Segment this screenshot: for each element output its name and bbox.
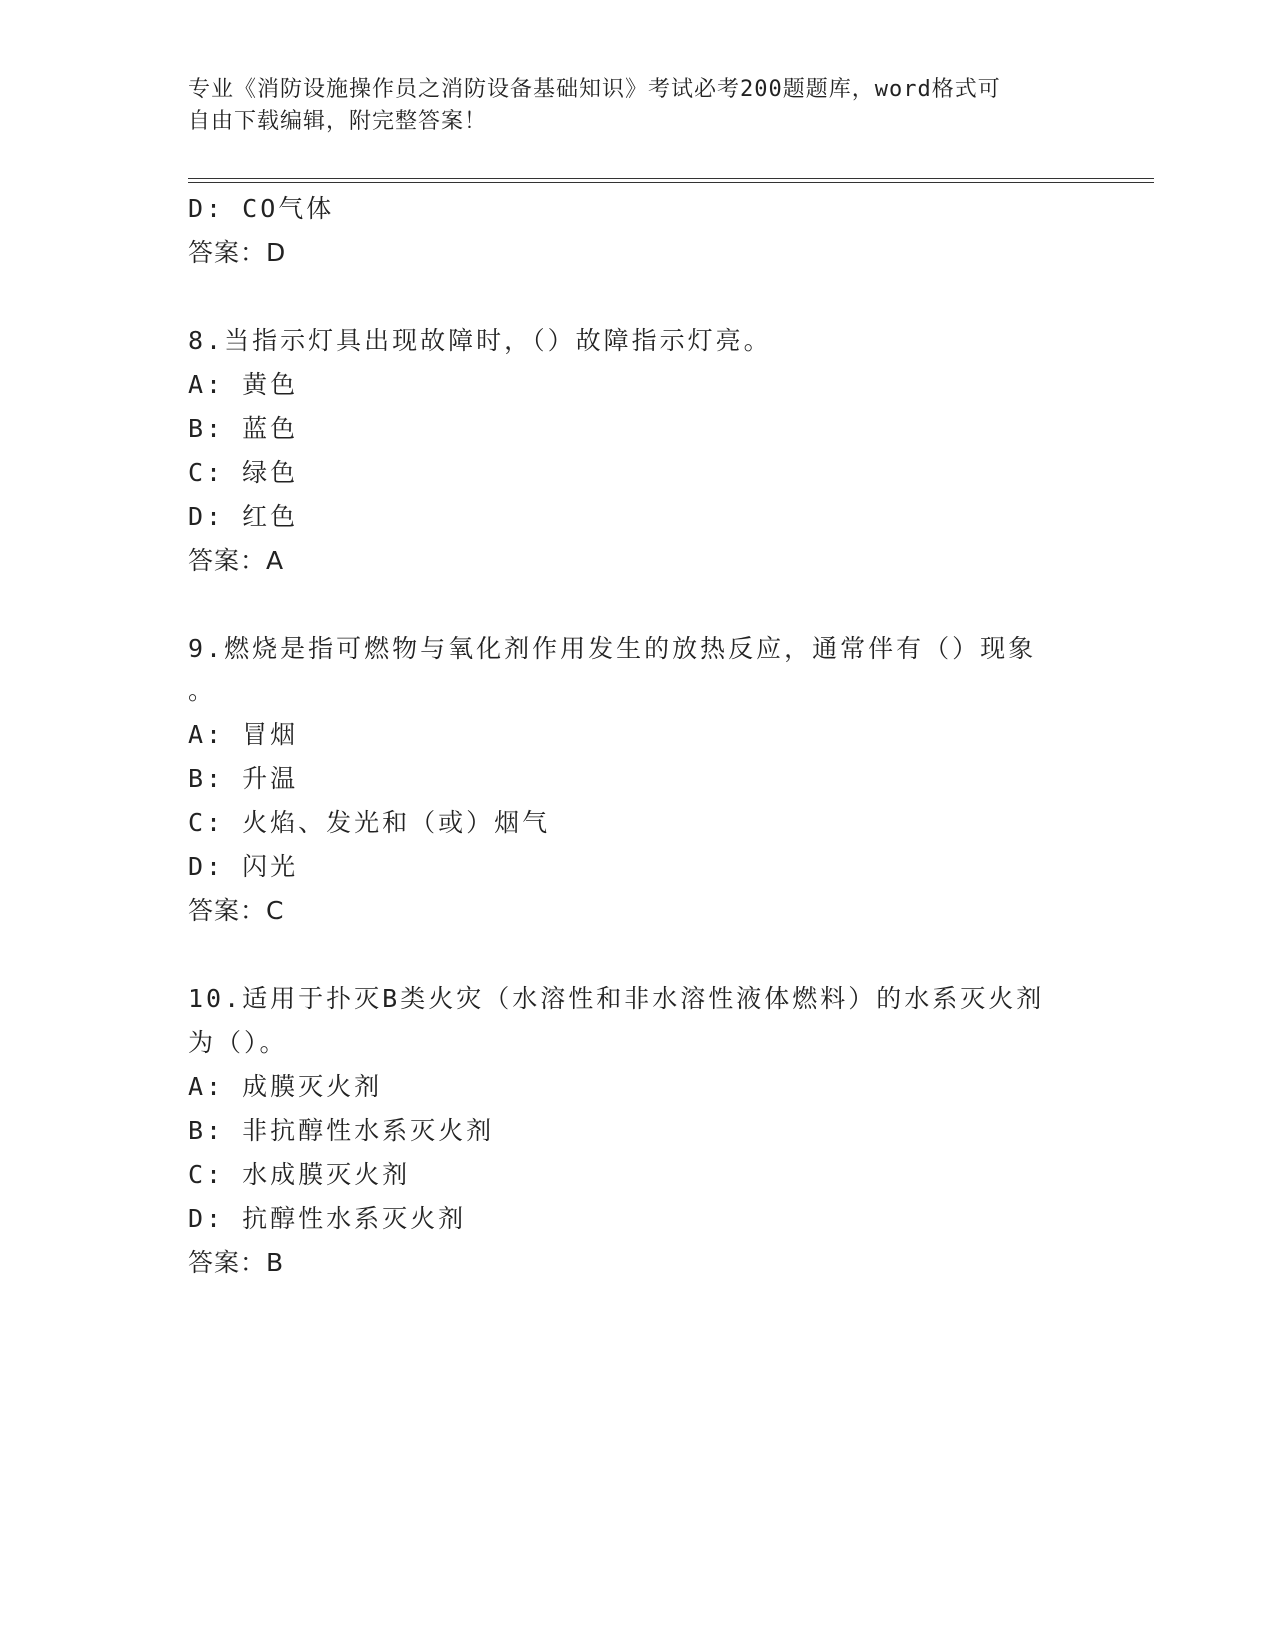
question-8-answer: 答案：A <box>188 546 285 575</box>
header-line-1: 专业《消防设施操作员之消防设备基础知识》考试必考200题题库，word格式可 <box>188 77 1001 102</box>
prev-option-d: D: CO气体 <box>188 194 335 223</box>
question-9-option-b: B: 升温 <box>188 764 299 793</box>
question-10-stem: 10.适用于扑灭B类火灾（水溶性和非水溶性液体燃料）的水系灭火剂 <box>188 984 1045 1013</box>
prev-answer: 答案：D <box>188 238 287 267</box>
question-9-option-a: A: 冒烟 <box>188 720 299 749</box>
document-header <box>188 74 1088 138</box>
question-9-option-c: C: 火焰、发光和（或）烟气 <box>188 808 551 837</box>
question-9-answer: 答案：C <box>188 896 285 925</box>
question-10-option-c: C: 水成膜灭火剂 <box>188 1160 411 1189</box>
question-8-option-d: D: 红色 <box>188 502 299 531</box>
question-9-option-d: D: 闪光 <box>188 852 299 881</box>
question-8-option-a: A: 黄色 <box>188 370 299 399</box>
header-divider-bottom <box>188 182 1154 183</box>
question-8-stem: 8.当指示灯具出现故障时，（）故障指示灯亮。 <box>188 326 772 355</box>
header-line-2: 自由下载编辑，附完整答案！ <box>188 109 488 134</box>
question-10-option-d: D: 抗醇性水系灭火剂 <box>188 1204 467 1233</box>
header-divider-top <box>188 178 1154 179</box>
question-10-option-b: B: 非抗醇性水系灭火剂 <box>188 1116 495 1145</box>
question-9-stem-continued: 。 <box>188 676 217 705</box>
question-8-option-c: C: 绿色 <box>188 458 299 487</box>
question-9-stem: 9.燃烧是指可燃物与氧化剂作用发生的放热反应，通常伴有（）现象 <box>188 634 1037 663</box>
question-8-option-b: B: 蓝色 <box>188 414 299 443</box>
question-10-option-a: A: 成膜灭火剂 <box>188 1072 383 1101</box>
question-10-answer: 答案：B <box>188 1248 285 1277</box>
question-10-stem-continued: 为（）。 <box>188 1028 288 1057</box>
